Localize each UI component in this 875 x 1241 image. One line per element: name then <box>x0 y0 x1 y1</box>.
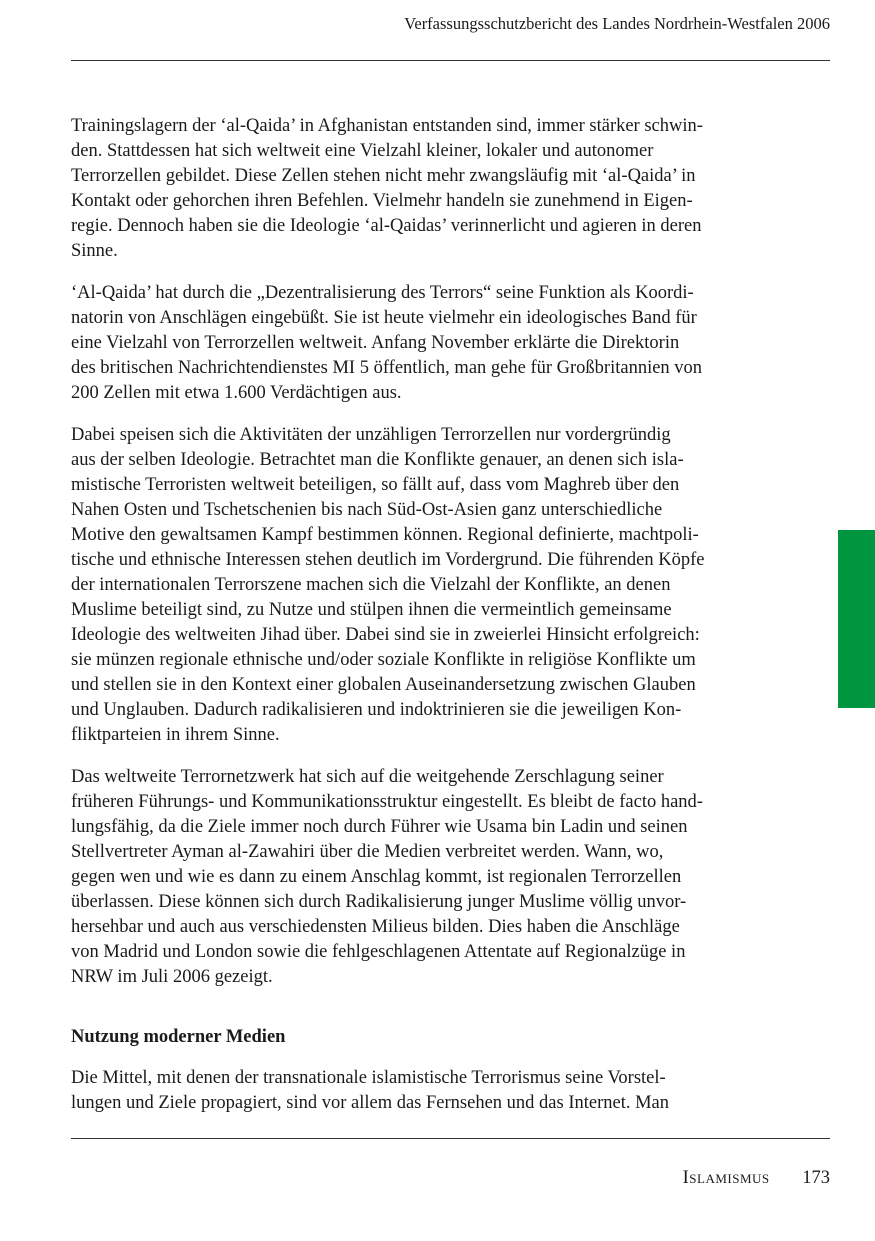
text-line: aus der selben Ideologie. Betrachtet man die Konflikte genauer, an denen sich isla- <box>71 450 684 470</box>
text-line: überlassen. Diese können sich durch Radikalisierung junger Muslime völlig unvor- <box>71 892 687 912</box>
text-line: gegen wen und wie es dann zu einem Anschlag kommt, ist regionalen Terrorzellen <box>71 867 682 887</box>
text-line: sie münzen regionale ethnische und/oder soziale Konflikte in religiöse Konflikte um <box>71 650 696 670</box>
page-footer <box>683 1166 830 1191</box>
text-line: der internationalen Terrorszene machen sich die Vielzahl der Konflikte, an denen <box>71 575 671 595</box>
text-line: lungen und Ziele propagiert, sind vor allem das Fernsehen und das Internet. Man <box>71 1093 670 1113</box>
text-line: eine Vielzahl von Terrorzellen weltweit. Anfang November erklärte die Direktorin <box>71 333 680 353</box>
text-line: Ideologie des weltweiten Jihad über. Dabei sind sie in zweierlei Hinsicht erfolgreich: <box>71 625 700 645</box>
paragraph-3 <box>71 423 785 748</box>
paragraph-2 <box>71 281 785 406</box>
text-line: Terrorzellen gebildet. Diese Zellen stehen nicht mehr zwangsläufig mit ‘al-Qaida’ in <box>71 166 696 186</box>
section-paragraph <box>71 1066 785 1116</box>
text-line: Muslime beteiligt sind, zu Nutze und stülpen ihnen die vermeintlich gemeinsame <box>71 600 672 620</box>
text-line: Sinne. <box>71 241 118 261</box>
text-line: Motive den gewaltsamen Kampf bestimmen können. Regional definierte, machtpoli- <box>71 525 699 545</box>
text-line: Stellvertreter Ayman al-Zawahiri über die Medien verbreitet werden. Wann, wo, <box>71 842 664 862</box>
text-line: und stellen sie in den Kontext einer globalen Auseinandersetzung zwischen Glauben <box>71 675 696 695</box>
text-line: den. Stattdessen hat sich weltweit eine Vielzahl kleiner, lokaler und autonomer <box>71 141 654 161</box>
text-line: Dabei speisen sich die Aktivitäten der unzähligen Terrorzellen nur vordergründig <box>71 425 671 445</box>
chapter-tab-marker <box>838 530 875 708</box>
text-line: mistische Terroristen weltweit beteiligen, so fällt auf, dass vom Maghreb über den <box>71 475 680 495</box>
footer-section-label: Islamismus <box>682 1168 770 1188</box>
text-line: natorin von Anschlägen eingebüßt. Sie ist heute vielmehr ein ideologisches Band für <box>71 308 697 328</box>
paragraph-1 <box>71 114 785 264</box>
text-line: Die Mittel, mit denen der transnationale islamistische Terrorismus seine Vorstel- <box>71 1068 666 1088</box>
paragraph-4 <box>71 765 785 990</box>
header-rule <box>71 60 830 61</box>
text-line: tische und ethnische Interessen stehen deutlich im Vordergrund. Die führenden Köpfe <box>71 550 705 570</box>
text-line: regie. Dennoch haben sie die Ideologie ‘al-Qaidas’ verinnerlicht und agieren in deren <box>71 216 702 236</box>
text-line: Kontakt oder gehorchen ihren Befehlen. Vielmehr handeln sie zunehmend in Eigen- <box>71 191 693 211</box>
text-line: des britischen Nachrichtendienstes MI 5 öffentlich, man gehe für Großbritannien von <box>71 358 703 378</box>
text-line: hersehbar und auch aus verschiedensten Milieus bilden. Dies haben die Anschläge <box>71 917 680 937</box>
text-line: lungsfähig, da die Ziele immer noch durch Führer wie Usama bin Ladin und seinen <box>71 817 688 837</box>
text-line: fliktparteien in ihrem Sinne. <box>71 725 280 745</box>
text-line: ‘Al-Qaida’ hat durch die „Dezentralisierung des Terrors“ seine Funktion als Koordi- <box>71 283 694 303</box>
running-header: Verfassungsschutzbericht des Landes Nordrhein-Westfalen 2006 <box>404 14 830 33</box>
text-line: Trainingslagern der ‘al-Qaida’ in Afghanistan entstanden sind, immer stärker schwin- <box>71 116 703 136</box>
footer-rule <box>71 1138 830 1139</box>
text-line: früheren Führungs- und Kommunikationsstruktur eingestellt. Es bleibt de facto hand- <box>71 792 703 812</box>
text-line: Nahen Osten und Tschetschenien bis nach Süd-Ost-Asien ganz unterschiedliche <box>71 500 663 520</box>
text-line: 200 Zellen mit etwa 1.600 Verdächtigen aus. <box>71 383 402 403</box>
text-line: und Unglauben. Dadurch radikalisieren und indoktrinieren sie die jeweiligen Kon- <box>71 700 682 720</box>
text-line: von Madrid und London sowie die fehlgeschlagenen Attentate auf Regionalzüge in <box>71 942 686 962</box>
body-text <box>71 114 785 1133</box>
section-heading: Nutzung moderner Medien <box>71 1027 286 1047</box>
text-line: Das weltweite Terrornetzwerk hat sich auf die weitgehende Zerschlagung seiner <box>71 767 664 787</box>
page-number: 173 <box>802 1168 830 1188</box>
text-line: NRW im Juli 2006 gezeigt. <box>71 967 273 987</box>
